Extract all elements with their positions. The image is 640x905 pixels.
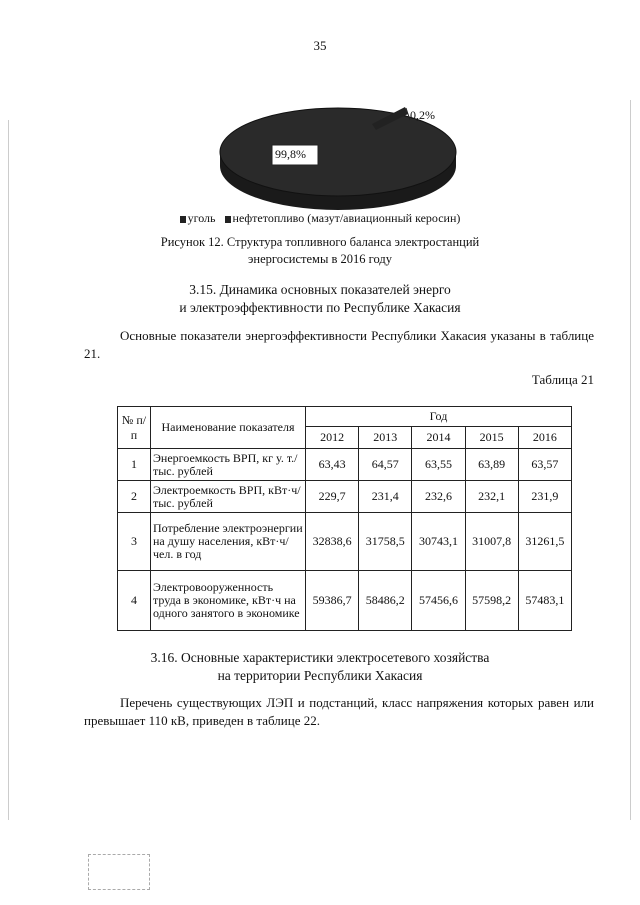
legend-swatch-coal [180, 216, 186, 223]
row-num: 2 [118, 481, 151, 513]
value-cell: 63,55 [412, 449, 465, 481]
value-cell: 31007,8 [465, 513, 518, 571]
scan-edge-right [630, 100, 631, 820]
row-indicator: Электроемкость ВРП, кВт·ч/тыс. рублей [151, 481, 306, 513]
row-indicator: Потребление электроэнергии на душу населения, кВт·ч/чел. в год [151, 513, 306, 571]
header-name: Наименование показателя [151, 407, 306, 449]
value-cell: 31261,5 [518, 513, 571, 571]
table-label: Таблица 21 [531, 372, 594, 387]
section-heading-315 [0, 281, 640, 317]
year-cell: 2013 [359, 427, 412, 449]
row-num: 1 [118, 449, 151, 481]
year-cell: 2012 [306, 427, 359, 449]
legend-label-oil: нефтетопливо (мазут/авиационный керосин) [232, 211, 461, 225]
section-316-line2: на территории Республики Хакасия [217, 668, 423, 683]
section-316-line1: 3.16. Основные характеристики электросетевого хозяйства [150, 650, 490, 665]
scan-edge-left [8, 120, 9, 820]
row-indicator: Энергоемкость ВРП, кг у. т./тыс. рублей [151, 449, 306, 481]
legend-item-oil [225, 211, 461, 225]
section-315-line2: и электроэффективности по Республике Хакасия [179, 300, 461, 315]
section-heading-316 [0, 649, 640, 685]
value-cell: 58486,2 [359, 571, 412, 631]
value-cell: 30743,1 [412, 513, 465, 571]
year-cell: 2016 [518, 427, 571, 449]
table-row [118, 481, 572, 513]
table-row [118, 513, 572, 571]
legend-swatch-oil [225, 216, 231, 223]
row-indicator: Электровооруженность труда в экономике, кВт·ч на одного занятого в экономике [151, 571, 306, 631]
section-315-line1: 3.15. Динамика основных показателей энерго [189, 282, 451, 297]
pie-chart [200, 90, 470, 210]
year-cell: 2014 [412, 427, 465, 449]
table-row [118, 449, 572, 481]
legend-item-coal [180, 211, 219, 225]
scan-stamp [88, 854, 150, 890]
chart-legend [0, 211, 640, 226]
value-cell: 229,7 [306, 481, 359, 513]
value-cell: 231,4 [359, 481, 412, 513]
header-year: Год [306, 407, 572, 427]
indicators-table [117, 406, 572, 631]
value-cell: 57483,1 [518, 571, 571, 631]
value-cell: 31758,5 [359, 513, 412, 571]
page-number: 35 [313, 38, 327, 53]
value-cell: 232,6 [412, 481, 465, 513]
value-cell: 231,9 [518, 481, 571, 513]
row-num: 4 [118, 571, 151, 631]
value-cell: 57598,2 [465, 571, 518, 631]
table-row [118, 571, 572, 631]
figure-caption-line2: энергосистемы в 2016 году [248, 252, 392, 266]
value-cell: 64,57 [359, 449, 412, 481]
year-cell: 2015 [465, 427, 518, 449]
value-cell: 57456,6 [412, 571, 465, 631]
pie-label-main: 99,8% [275, 147, 306, 161]
legend-label-coal: уголь [187, 211, 216, 225]
row-num: 3 [118, 513, 151, 571]
header-num: № п/п [118, 407, 151, 449]
pie-label-small: 0,2% [410, 108, 435, 122]
paragraph-lines: Перечень существующих ЛЭП и подстанций, класс напряжения которых равен или превышает 110 кВ, приведен в таблице 22. [84, 695, 594, 728]
value-cell: 232,1 [465, 481, 518, 513]
value-cell: 63,57 [518, 449, 571, 481]
figure-caption-line1: Рисунок 12. Структура топливного баланса электростанций [160, 235, 480, 249]
value-cell: 63,43 [306, 449, 359, 481]
value-cell: 59386,7 [306, 571, 359, 631]
value-cell: 63,89 [465, 449, 518, 481]
figure-caption [0, 234, 640, 268]
paragraph-intro: Основные показатели энергоэффективности Республики Хакасия указаны в таблице 21. [84, 328, 594, 361]
value-cell: 32838,6 [306, 513, 359, 571]
table-header-row [118, 407, 572, 427]
